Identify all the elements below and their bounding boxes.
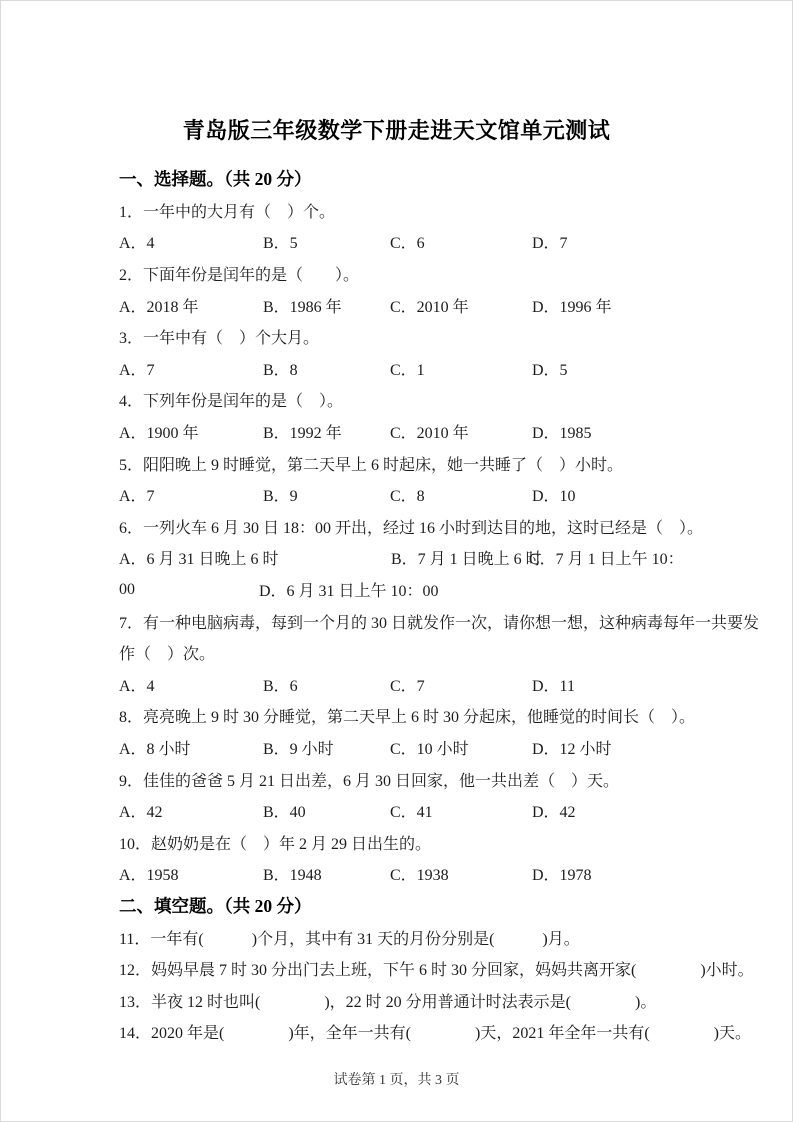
question-7-text-line-2: 作（ ）次。 — [119, 646, 216, 664]
q10-option-c: C．1938 — [390, 867, 449, 885]
question-8-options — [119, 732, 679, 764]
page-footer: 试卷第 1 页，共 3 页 — [333, 1073, 460, 1088]
q2-option-c: C．2010 年 — [390, 298, 469, 316]
q4-option-d: D．1985 — [532, 425, 592, 443]
q9-option-c: C．41 — [390, 804, 433, 822]
q1-option-c: C．6 — [390, 235, 425, 253]
q6-option-b: B．7 月 1 日晚上 6 时 — [391, 551, 542, 569]
q5-option-d: D．10 — [532, 488, 576, 506]
q5-option-a: A．7 — [119, 488, 155, 506]
page-title: 青岛版三年级数学下册走进天文馆单元测试 — [182, 118, 611, 143]
q7-option-a: A．4 — [119, 677, 155, 695]
question-13-text: 13．半夜 12 时也叫( )，22 时 20 分用普通计时法表示是( )。 — [119, 993, 657, 1011]
question-6-options-line-2 — [119, 574, 679, 606]
q2-option-d: D．1996 年 — [532, 298, 612, 316]
question-10-options — [119, 858, 679, 890]
question-12-text: 12．妈妈早晨 7 时 30 分出门去上班，下午 6 时 30 分回家，妈妈共离开家( )小时。 — [119, 962, 754, 980]
question-3-options — [119, 353, 679, 385]
question-11-text: 11．一年有( )个月，其中有 31 天的月份分别是( )月。 — [119, 930, 580, 948]
question-5-options — [119, 479, 679, 511]
q3-option-a: A．7 — [119, 361, 155, 379]
q6-option-d: D．6 月 31 日上午 10：00 — [259, 583, 439, 601]
q8-option-a: A．8 小时 — [119, 740, 191, 758]
question-1-options — [119, 226, 679, 258]
q3-option-c: C．1 — [390, 361, 425, 379]
q9-option-b: B．40 — [263, 804, 306, 822]
question-8-text: 8．亮亮晚上 9 时 30 分睡觉，第二天早上 6 时 30 分起床，他睡觉的时间长（ ）。 — [119, 709, 696, 727]
q8-option-b: B．9 小时 — [263, 740, 334, 758]
q6-option-a: A．6 月 31 日晚上 6 时 — [119, 551, 279, 569]
paper-body — [119, 163, 760, 1048]
q7-option-c: C．7 — [390, 677, 425, 695]
q4-option-c: C．2010 年 — [390, 425, 469, 443]
q2-option-b: B．1986 年 — [263, 298, 342, 316]
question-5-text: 5．阳阳晚上 9 时睡觉，第二天早上 6 时起床，她一共睡了（ ）小时。 — [119, 456, 624, 474]
question-14-text: 14．2020 年是( )年，全年一共有( )天，2021 年全年一共有( )天。 — [119, 1025, 751, 1043]
q10-option-b: B．1948 — [263, 867, 322, 885]
q8-option-c: C．10 小时 — [390, 740, 469, 758]
question-9-options — [119, 795, 679, 827]
question-2-text: 2．下面年份是闰年的是（ ）。 — [119, 267, 360, 285]
question-10-text: 10．赵奶奶是在（ ）年 2 月 29 日出生的。 — [119, 835, 432, 853]
q9-option-a: A．42 — [119, 804, 163, 822]
question-7-options — [119, 669, 679, 701]
q7-option-b: B．6 — [263, 677, 298, 695]
q6-option-c-continued: 00 — [119, 580, 135, 598]
question-2-options — [119, 289, 679, 321]
q4-option-b: B．1992 年 — [263, 425, 342, 443]
q1-option-a: A．4 — [119, 235, 155, 253]
question-4-text: 4．下列年份是闰年的是（ ）。 — [119, 393, 344, 411]
section-2-heading: 二、填空题。（共 20 分） — [119, 895, 312, 916]
q5-option-c: C．8 — [390, 488, 425, 506]
q2-option-a: A．2018 年 — [119, 298, 199, 316]
q4-option-a: A．1900 年 — [119, 425, 199, 443]
q3-option-b: B．8 — [263, 361, 298, 379]
q1-option-d: D．7 — [532, 235, 568, 253]
q7-option-d: D．11 — [532, 677, 575, 695]
q1-option-b: B．5 — [263, 235, 298, 253]
q10-option-d: D．1978 — [532, 867, 592, 885]
q5-option-b: B．9 — [263, 488, 298, 506]
question-6-options-line-1 — [119, 542, 684, 574]
q3-option-d: D．5 — [532, 361, 568, 379]
q6-option-c: C．7 月 1 日上午 10： — [529, 551, 684, 569]
q8-option-d: D．12 小时 — [532, 740, 612, 758]
question-3-text: 3．一年中有（ ）个大月。 — [119, 330, 320, 348]
question-6-text: 6．一列火车 6 月 30 日 18：00 开出，经过 16 小时到达目的地，这时已经是（ ）。 — [119, 519, 704, 537]
section-1-heading: 一、选择题。（共 20 分） — [119, 169, 312, 190]
question-4-options — [119, 416, 679, 448]
q9-option-d: D．42 — [532, 804, 576, 822]
question-9-text: 9．佳佳的爸爸 5 月 21 日出差，6 月 30 日回家，他一共出差（ ）天。 — [119, 772, 620, 790]
question-7-text-line-1: 7．有一种电脑病毒，每到一个月的 30 日就发作一次，请你想一想，这种病毒每年一共要发 — [119, 614, 760, 632]
question-1-text: 1．一年中的大月有（ ）个。 — [119, 203, 336, 221]
q10-option-a: A．1958 — [119, 867, 179, 885]
